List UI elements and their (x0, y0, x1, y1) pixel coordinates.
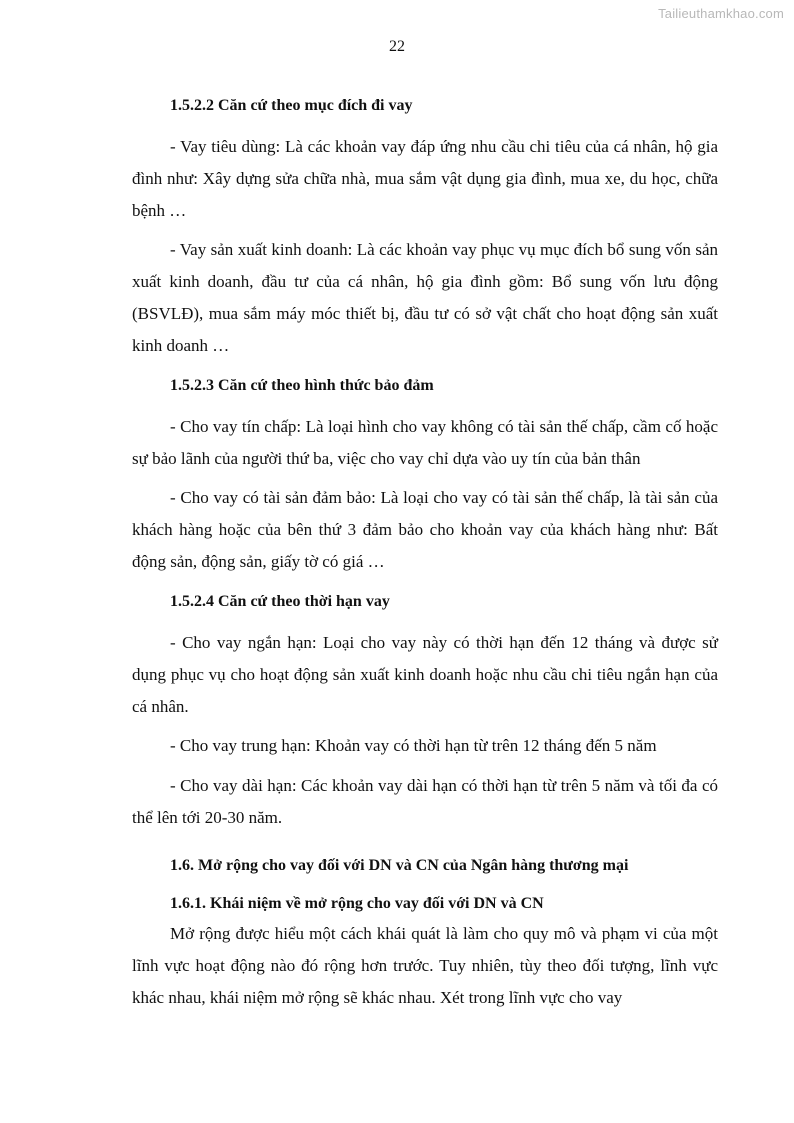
heading-1-5-2-4: 1.5.2.4 Căn cứ theo thời hạn vay (170, 593, 390, 610)
heading-1-6-1: 1.6.1. Khái niệm về mở rộng cho vay đối với DN và CN (170, 895, 544, 912)
heading-1-5-2-3: 1.5.2.3 Căn cứ theo hình thức bảo đảm (170, 377, 434, 394)
paragraph-vay-tieu-dung: - Vay tiêu dùng: Là các khoản vay đáp ứng nhu cầu chi tiêu của cá nhân, hộ gia đình như: Xây dựng sửa chữa nhà, mua sắm vật dụng gia đình, mua xe, du học, chữa bệnh … (132, 137, 718, 220)
paragraph-cho-vay-dai-han: - Cho vay dài hạn: Các khoản vay dài hạn có thời hạn từ trên 5 năm và tối đa có thể lên tới 20-30 năm. (132, 776, 718, 827)
paragraph-cho-vay-tin-chap: - Cho vay tín chấp: Là loại hình cho vay không có tài sản thế chấp, cầm cố hoặc sự bảo lãnh của người thứ ba, việc cho vay chỉ dựa vào uy tín của bản thân (132, 417, 718, 468)
paragraph-cho-vay-ngan-han: - Cho vay ngắn hạn: Loại cho vay này có thời hạn đến 12 tháng và được sử dụng phục vụ cho hoạt động sản xuất kinh doanh hoặc nhu cầu chi tiêu ngắn hạn của cá nhân. (132, 633, 718, 716)
page-number: 22 (389, 38, 405, 55)
paragraph-cho-vay-co-tai-san-dam-bao: - Cho vay có tài sản đảm bảo: Là loại cho vay có tài sản thế chấp, là tài sản của khách hàng hoặc của bên thứ 3 đảm bảo cho khoản vay của khách hàng như: Bất động sản, động sản, giấy tờ có giá … (132, 488, 718, 571)
heading-1-6: 1.6. Mở rộng cho vay đối với DN và CN của Ngân hàng thương mại (170, 857, 629, 874)
watermark: Tailieuthamkhao.com (658, 6, 784, 21)
paragraph-khai-niem-mo-rong: Mở rộng được hiểu một cách khái quát là làm cho quy mô và phạm vi của một lĩnh vực hoạt động nào đó rộng hơn trước. Tuy nhiên, tùy theo đối tượng, lĩnh vực khác nhau, khái niệm mở rộng sẽ khác nhau. Xét trong lĩnh vực cho vay (132, 924, 718, 1007)
heading-1-5-2-2: 1.5.2.2 Căn cứ theo mục đích đi vay (170, 97, 413, 114)
paragraph-cho-vay-trung-han: - Cho vay trung hạn: Khoản vay có thời hạn từ trên 12 tháng đến 5 năm (170, 736, 657, 755)
paragraph-vay-san-xuat-kinh-doanh: - Vay sản xuất kinh doanh: Là các khoản vay phục vụ mục đích bổ sung vốn sản xuất kinh doanh, đầu tư của cá nhân, hộ gia đình gồm: Bổ sung vốn lưu động (BSVLĐ), mua sắm máy móc thiết bị, đầu tư có sở vật chất cho hoạt động sản xuất kinh doanh … (132, 240, 718, 355)
